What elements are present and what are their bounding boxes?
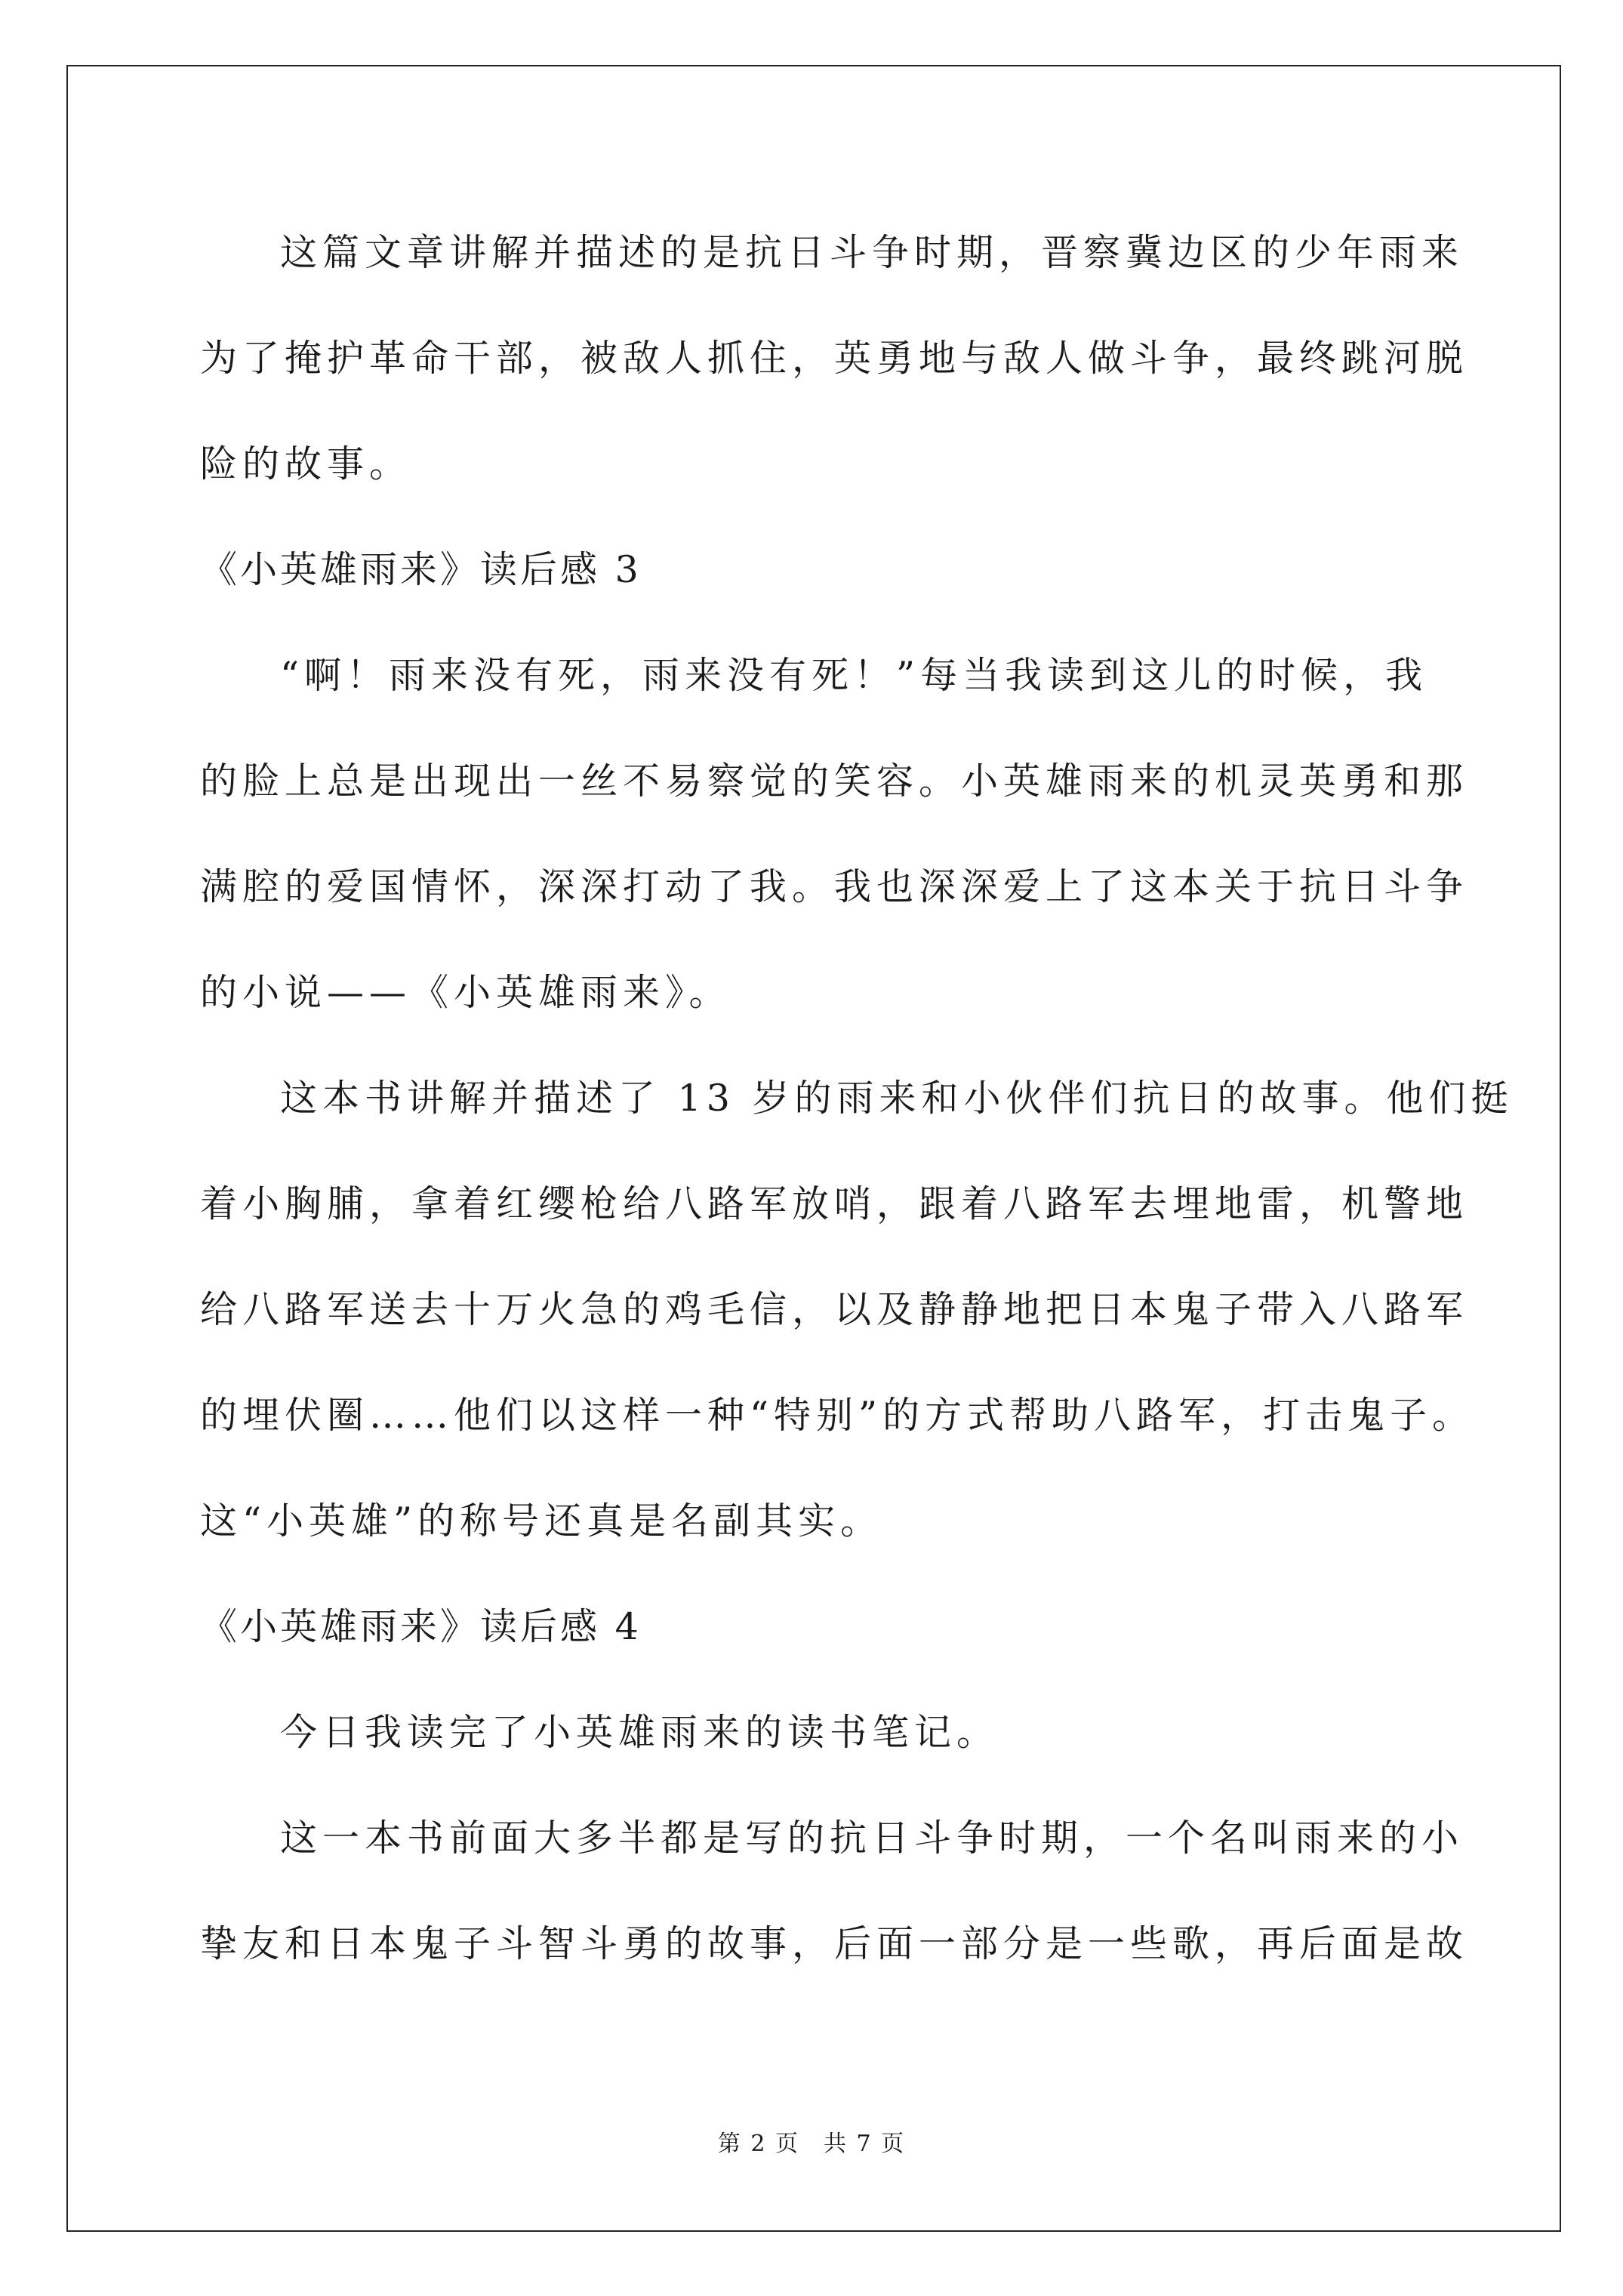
- paragraph-line: 的小说——《小英雄雨来》。: [200, 971, 731, 1014]
- paragraph-line: 险的故事。: [200, 442, 412, 485]
- paragraph-line: 这一本书前面大多半都是写的抗日斗争时期，一个名叫雨来的小: [280, 1817, 1464, 1860]
- paragraph-line: 满腔的爱国情怀，深深打动了我。我也深深爱上了这本关于抗日斗争: [200, 865, 1469, 908]
- paragraph-line: 这篇文章讲解并描述的是抗日斗争时期，晋察冀边区的少年雨来: [280, 231, 1464, 274]
- paragraph-line: 的埋伏圈……他们以这样一种“特别”的方式帮助八路军，打击鬼子。: [200, 1394, 1475, 1437]
- paragraph-line: 今日我读完了小英雄雨来的读书笔记。: [280, 1711, 999, 1754]
- paragraph-line: 这“小英雄”的称号还真是名副其实。: [200, 1499, 883, 1542]
- section-heading: 《小英雄雨来》读后感 4: [200, 1605, 642, 1648]
- paragraph-line: “啊！雨来没有死，雨来没有死！”每当我读到这儿的时候，我: [280, 654, 1428, 697]
- paragraph-line: 这本书讲解并描述了 13 岁的雨来和小伙伴们抗日的故事。他们挺: [280, 1077, 1514, 1120]
- paragraph-line: 为了掩护革命干部，被敌人抓住，英勇地与敌人做斗争，最终跳河脱: [200, 337, 1469, 380]
- page-border: [66, 65, 1561, 2232]
- page-number-footer: 第 2 页 共 7 页: [717, 2131, 906, 2157]
- section-heading: 《小英雄雨来》读后感 3: [200, 548, 642, 591]
- paragraph-line: 给八路军送去十万火急的鸡毛信，以及静静地把日本鬼子带入八路军: [200, 1288, 1469, 1331]
- paragraph-line: 的脸上总是出现出一丝不易察觉的笑容。小英雄雨来的机灵英勇和那: [200, 760, 1469, 803]
- paragraph-line: 挚友和日本鬼子斗智斗勇的故事，后面一部分是一些歌，再后面是故: [200, 1922, 1469, 1965]
- paragraph-line: 着小胸脯，拿着红缨枪给八路军放哨，跟着八路军去埋地雷，机警地: [200, 1182, 1469, 1225]
